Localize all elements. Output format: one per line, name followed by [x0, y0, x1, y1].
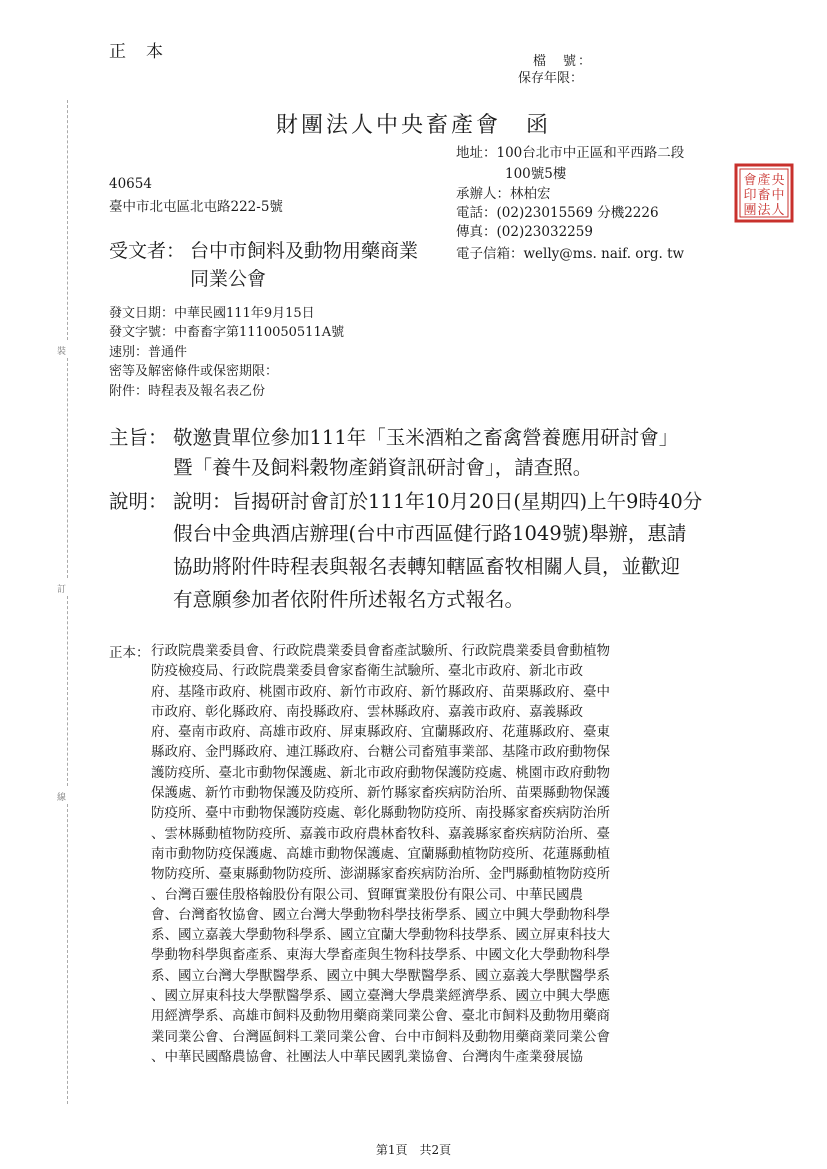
binding-mark-ding: 訂: [57, 585, 67, 595]
recipient-label: 受文者：: [109, 240, 186, 262]
cc-line: 、國立屏東科技大學獸醫學系、國立臺灣大學農業經濟學系、國立中興大學應: [151, 988, 610, 1005]
explanation-label: 說明：: [109, 490, 168, 513]
cc-line: 府、臺南市政府、高雄市政府、屏東縣政府、宜蘭縣政府、花蓮縣政府、臺東: [151, 724, 610, 741]
svg-text:團: 團: [743, 203, 757, 218]
receiver-address: 臺中市北屯區北屯路222-5號: [109, 199, 283, 215]
svg-text:法: 法: [757, 203, 771, 218]
receiver-zip: 40654: [109, 176, 152, 192]
binding-mark-xian: 線: [57, 793, 67, 803]
sender-email: 電子信箱：welly@ms. naif. org. tw: [456, 246, 685, 262]
cc-line: 、台灣百靈佳殷格翰股份有限公司、貿暉實業股份有限公司、中華民國農: [151, 886, 583, 903]
svg-text:會: 會: [743, 173, 757, 188]
svg-text:人: 人: [771, 203, 785, 218]
cc-line: 南市動物防疫保護處、高雄市動物保護處、宜蘭縣動植物防疫所、花蓮縣動植: [151, 845, 610, 862]
cc-line: 縣政府、金門縣政府、連江縣政府、台糖公司畜殖事業部、基隆市政府動物保: [151, 744, 610, 761]
cc-line: 、雲林縣動植物防疫所、嘉義市政府農林畜牧科、嘉義縣家畜疾病防治所、臺: [151, 825, 610, 842]
sender-fax: 傳真：(02)23032259: [456, 224, 593, 240]
attachment-info: 附件：時程表及報名表乙份: [109, 384, 266, 399]
sender-phone: 電話：(02)23015569 分機2226: [456, 205, 659, 221]
cc-recipient-list: [151, 641, 723, 1067]
svg-text:央: 央: [771, 173, 785, 188]
explanation-line: 假台中金典酒店辦理(台中市西區健行路1049號)舉辦，惠請: [173, 522, 687, 545]
cc-line: 護防疫所、臺北市動物保護處、新北市政府動物保護防疫處、桃園市政府動物: [151, 764, 610, 781]
cc-line: 用經濟學系、高雄市飼料及動物用藥商業同業公會、臺北市飼料及動物用藥商: [151, 1008, 610, 1025]
sender-handler: 承辦人：林柏宏: [456, 186, 551, 202]
svg-text:印: 印: [743, 188, 757, 203]
binding-line: [67, 358, 69, 578]
svg-text:畜: 畜: [757, 188, 771, 203]
cc-line: 學動物科學與畜產系、東海大學畜產與生物科技學系、中國文化大學動物科學: [151, 947, 610, 964]
subject-line: 暨「養牛及飼料穀物產銷資訊研討會」，請查照。: [173, 456, 593, 479]
cc-line: 市政府、彰化縣政府、南投縣政府、雲林縣政府、嘉義市政府、嘉義縣政: [151, 703, 583, 720]
cc-line: 保護處、新竹市動物保護及防疫所、新竹縣家畜疾病防治所、苗栗縣動物保護: [151, 785, 610, 802]
sender-address-line1: 地址：100台北市中正區和平西路二段: [456, 145, 685, 161]
explanation-line: 有意願參加者依附件所述報名方式報名。: [173, 588, 525, 611]
cc-line: 業同業公會、台灣區飼料工業同業公會、台中市飼料及動物用藥商業同業公會: [151, 1028, 610, 1045]
binding-mark-zhuang: 裝: [57, 347, 67, 357]
cc-line: 防疫所、臺中市動物保護防疫處、彰化縣動物防疫所、南投縣家畜疾病防治所: [151, 805, 610, 822]
recipient-name-line1: 台中市飼料及動物用藥商業: [190, 240, 419, 262]
subject-label: 主旨：: [109, 426, 168, 449]
secrecy-level: 密等及解密條件或保密期限：: [109, 364, 279, 379]
cc-line: 會、台灣畜牧協會、國立台灣大學動物科學技術學系、國立中興大學動物科學: [151, 906, 610, 923]
recipient-name-line2: 同業公會: [190, 268, 267, 290]
cc-label: 正本：: [109, 645, 150, 661]
official-seal: [733, 162, 795, 228]
explanation-line: 協助將附件時程表與報名表轉知轄區畜牧相關人員，並歡迎: [173, 555, 681, 578]
retention-period-label: 保存年限：: [518, 71, 584, 86]
cc-line: 系、國立嘉義大學動物科學系、國立宜蘭大學動物科技學系、國立屏東科技大: [151, 927, 610, 944]
sender-address-line2: 100號5樓: [505, 166, 567, 182]
binding-line: [67, 596, 69, 786]
document-number: 發文字號：中畜畜字第1110050511A號: [109, 325, 345, 340]
page-number: 第1頁 共2頁: [375, 1143, 452, 1157]
seal-stamp-icon: [733, 162, 795, 224]
svg-text:產: 產: [757, 173, 771, 188]
cc-line: 系、國立台灣大學獸醫學系、國立中興大學獸醫學系、國立嘉義大學獸醫學系: [151, 967, 610, 984]
explanation-line: 說明：旨揭研討會訂於111年10月20日(星期四)上午9時40分: [173, 490, 703, 513]
letter-title: 財團法人中央畜產會 函: [275, 113, 551, 138]
binding-line: [67, 804, 69, 1104]
cc-line: 府、基隆市政府、桃園市政府、新竹市政府、新竹縣政府、苗栗縣政府、臺中: [151, 683, 610, 700]
delivery-speed: 速別：普通件: [109, 345, 188, 360]
cc-line: 物防疫所、臺東縣動物防疫所、澎湖縣家畜疾病防治所、金門縣動植物防疫所: [151, 866, 610, 883]
file-number-label: 檔 號：: [533, 54, 594, 69]
issue-date: 發文日期：中華民國111年9月15日: [109, 306, 315, 321]
cc-line: 行政院農業委員會、行政院農業委員會畜產試驗所、行政院農業委員會動植物: [151, 643, 610, 659]
cc-line: 、中華民國酪農協會、社團法人中華民國乳業協會、台灣肉牛產業發展協: [151, 1048, 583, 1065]
cc-line: 防疫檢疫局、行政院農業委員會家畜衛生試驗所、臺北市政府、新北市政: [151, 663, 583, 680]
subject-line: 敬邀貴單位參加111年「玉米酒粕之畜禽營養應用研討會」: [173, 426, 679, 449]
svg-text:中: 中: [771, 188, 785, 203]
copy-type-label: 正本: [109, 42, 183, 62]
